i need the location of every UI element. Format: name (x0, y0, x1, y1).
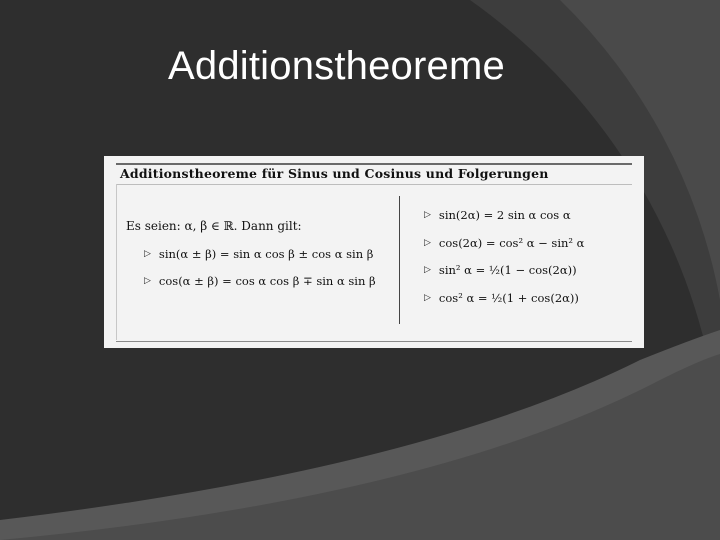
slide-title: Additionstheoreme (168, 44, 505, 88)
formula-left-1 (144, 247, 373, 261)
column-divider (399, 196, 400, 324)
box-heading: Additionstheoreme für Sinus und Cosinus und Folgerungen (120, 166, 549, 181)
formula-text: sin(2α) = 2 sin α cos α (438, 208, 571, 222)
formula-right-4 (424, 291, 579, 305)
box-heading-rule (116, 184, 632, 185)
formula-text: cos² α = ½(1 + cos(2α)) (438, 291, 579, 305)
triangle-right-icon: ▷ (424, 210, 431, 220)
formula-left-2 (144, 274, 376, 288)
box-top-rule (116, 163, 632, 165)
formula-text: sin² α = ½(1 − cos(2α)) (438, 263, 577, 277)
triangle-right-icon: ▷ (144, 276, 151, 286)
box-bottom-rule (116, 341, 632, 342)
formula-text: cos(2α) = cos² α − sin² α (438, 236, 585, 250)
box-left-rule (116, 184, 117, 340)
formula-text: cos(α ± β) = cos α cos β ∓ sin α sin β (158, 274, 376, 288)
formula-right-3 (424, 263, 577, 277)
formula-right-1 (424, 208, 571, 222)
triangle-right-icon: ▷ (424, 293, 431, 303)
intro-text: Es seien: α, β ∈ ℝ. Dann gilt: (126, 219, 302, 233)
triangle-right-icon: ▷ (424, 238, 431, 248)
triangle-right-icon: ▷ (144, 249, 151, 259)
formula-right-2 (424, 236, 584, 250)
formula-text: sin(α ± β) = sin α cos β ± cos α sin β (158, 247, 374, 261)
triangle-right-icon: ▷ (424, 265, 431, 275)
formula-image (104, 156, 644, 348)
